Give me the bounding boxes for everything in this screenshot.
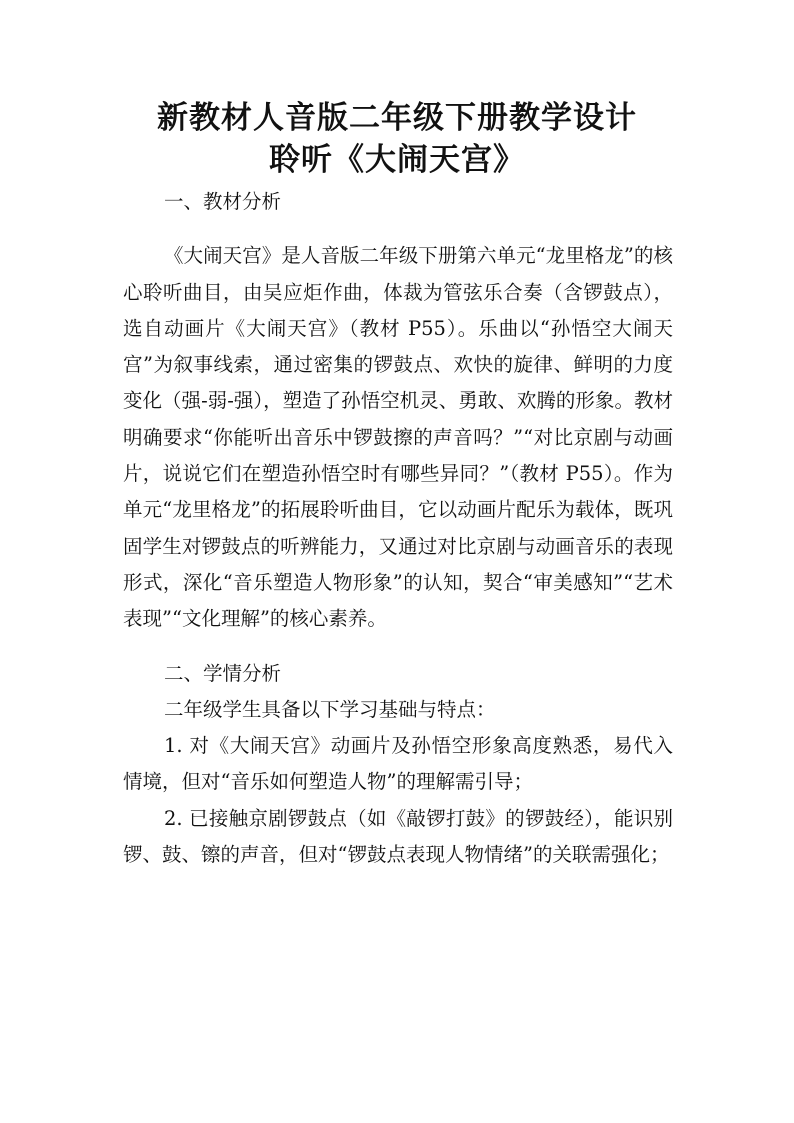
section-heading-learner-analysis: 二、学情分析	[164, 661, 282, 685]
paragraph-learner-point-1: 1. 对《大闹天宫》动画片及孙悟空形象高度熟悉，易代入情境，但对“音乐如何塑造人物”的理解需引导；	[123, 734, 673, 794]
document-title: 新教材人音版二年级下册教学设计	[157, 100, 637, 136]
paragraph-learner-point-2: 2. 已接触京剧锣鼓点（如《敲锣打鼓》的锣鼓经），能识别锣、鼓、镲的声音，但对“锣鼓点表现人物情绪”的关联需强化；	[123, 806, 673, 867]
paragraph-learner-intro: 二年级学生具备以下学习基础与特点：	[164, 697, 496, 721]
section-heading-textbook-analysis: 一、教材分析	[164, 190, 282, 213]
document-body	[123, 184, 673, 873]
document-subtitle: 聆听《大闹天宫》	[269, 142, 525, 178]
paragraph-textbook-analysis: 《大闹天宫》是人音版二年级下册第六单元“龙里格龙”的核心聆听曲目，由吴应炬作曲，体裁为管弦乐合奏（含锣鼓点），选自动画片《大闹天宫》（教材 P55）。乐曲以“孙悟空大闹天宫”为叙事线索，通过密集的锣鼓点、欢快的旋律、鲜明的力度变化（强-弱-强），塑造了孙悟空机灵、勇敢、欢腾的形象。教材明确要求“你能听出音乐中锣鼓擦的声音吗？”“对比京剧与动画片，说说它们在塑造孙悟空时有哪些异同？”（教材 P55）。作为单元“龙里格龙”的拓展聆听曲目，它以动画片配乐为载体，既巩固学生对锣鼓点的听辨能力，又通过对比京剧与动画音乐的表现形式，深化“音乐塑造人物形象”的认知，契合“审美感知”“艺术表现”“文化理解”的核心素养。	[123, 244, 673, 631]
